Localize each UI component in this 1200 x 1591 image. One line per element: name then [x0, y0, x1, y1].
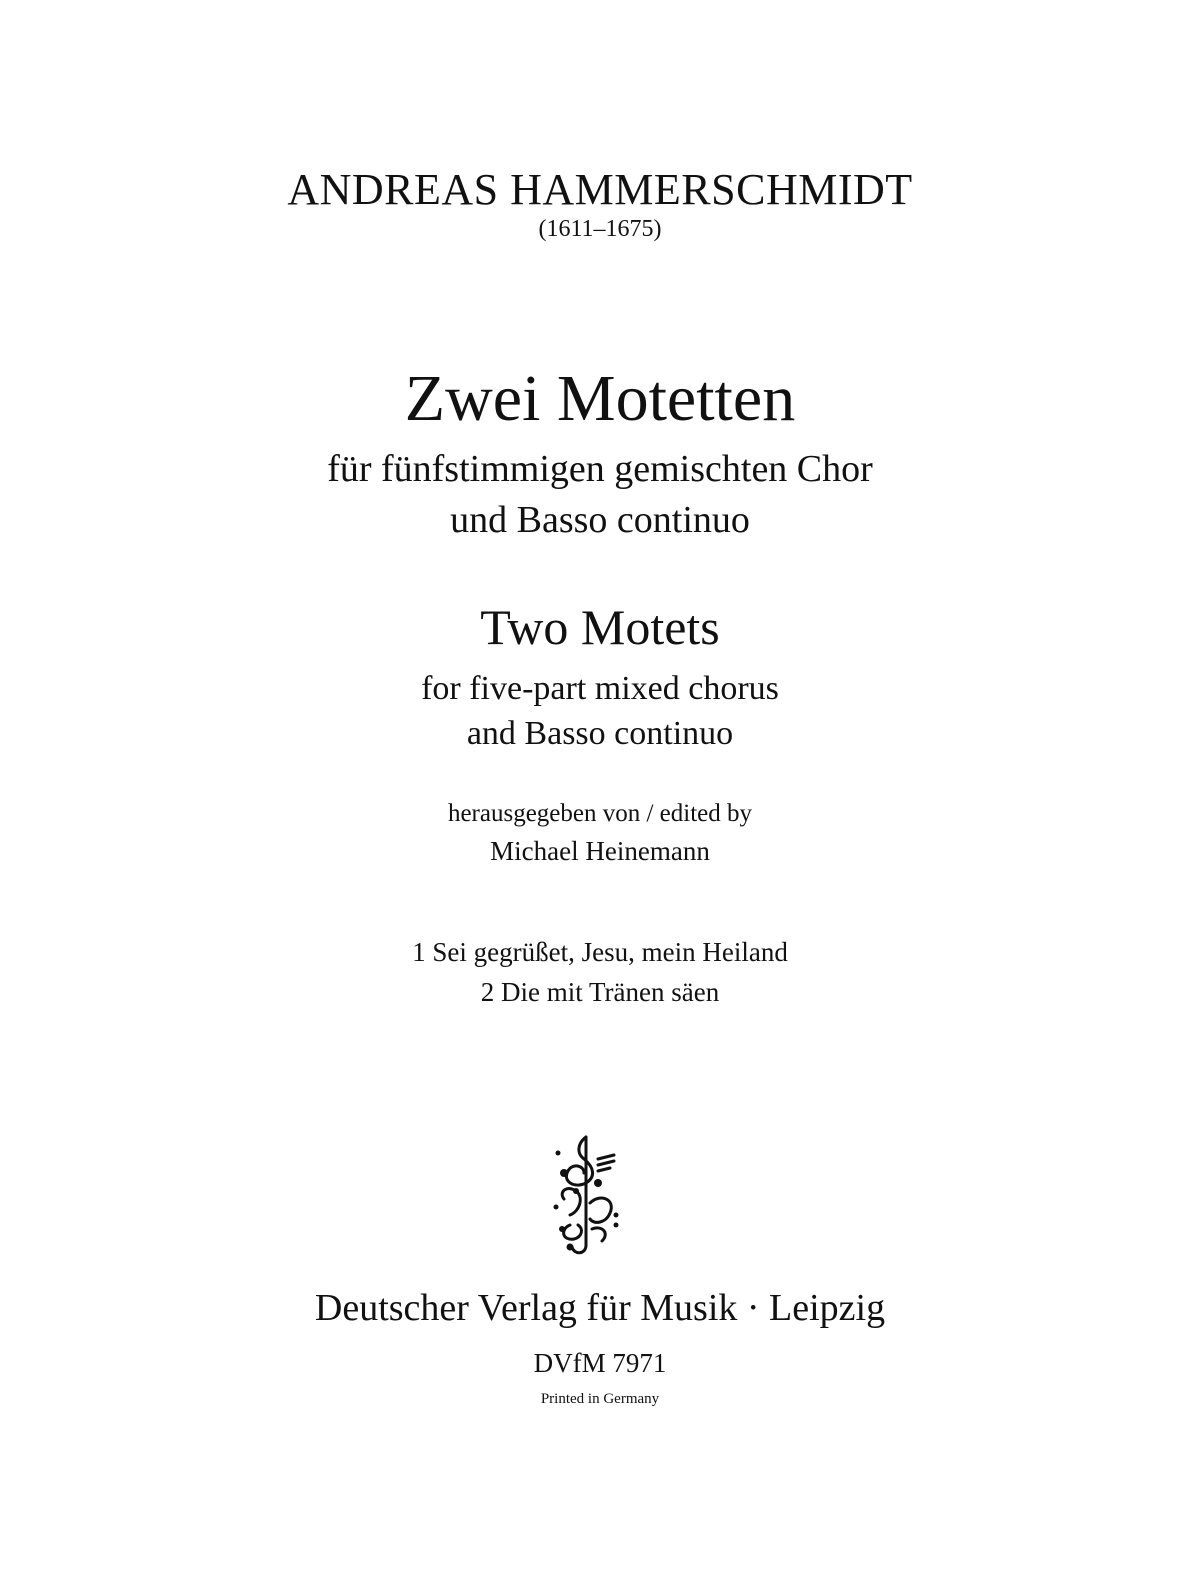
work-item-1: 1 Sei gegrüßet, Jesu, mein Heiland [412, 937, 788, 967]
subtitle-german-line2: und Basso continuo [450, 499, 750, 541]
composer-name: ANDREAS HAMMERSCHMIDT [287, 165, 913, 214]
publisher-name: Deutscher Verlag für Musik · Leipzig [314, 1287, 886, 1329]
editor-name: Michael Heinemann [490, 836, 710, 866]
work-item-2: 2 Die mit Tränen säen [480, 977, 720, 1007]
music-clef-publisher-logo-icon [540, 1133, 630, 1259]
printed-in-note: Printed in Germany [540, 1391, 660, 1407]
subtitle-english-line1: for five-part mixed chorus [421, 670, 779, 707]
catalog-number: DVfM 7971 [533, 1348, 667, 1378]
title-german: Zwei Motetten [404, 362, 796, 435]
subtitle-english-line2: and Basso continuo [466, 715, 734, 752]
composer-dates: (1611–1675) [538, 216, 662, 242]
edited-by-label: herausgegeben von / edited by [447, 800, 753, 827]
subtitle-german-line1: für fünfstimmigen gemischten Chor [327, 448, 873, 490]
title-english: Two Motets [480, 599, 720, 655]
